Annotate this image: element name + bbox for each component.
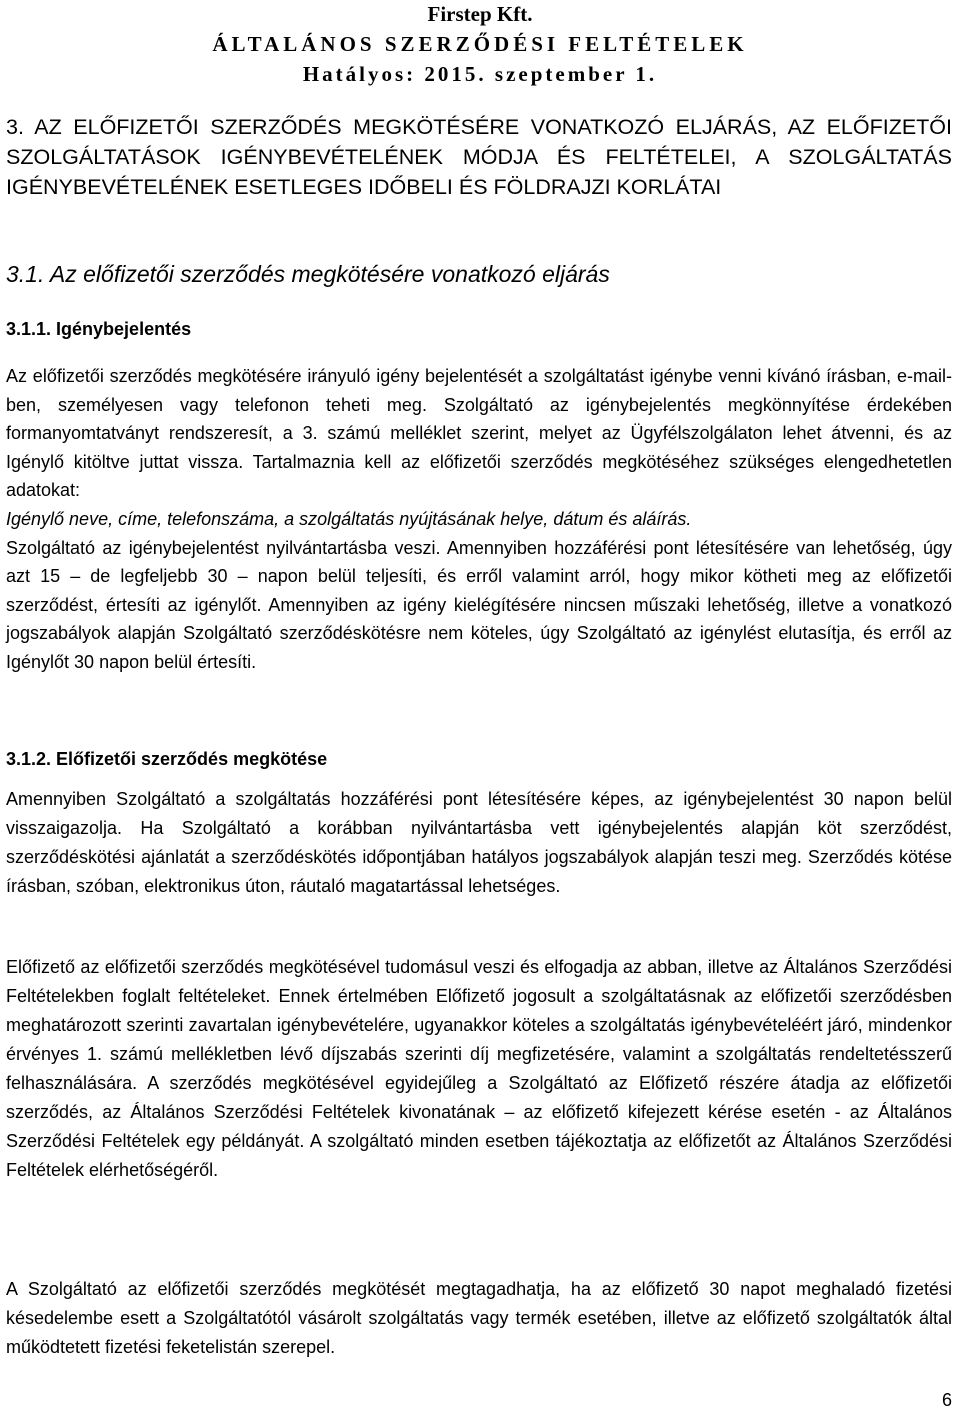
subsection-heading-igenybejelentes: 3.1.1. Igénybejelentés (6, 319, 192, 339)
igenybejelentes-text-a: Az előfizetői szerződés megkötésére irányuló igény bejelentését a szolgáltatást igénybe venni kívánó írásban, e-mail-ben, személyesen vagy telefonon teheti meg. Szolgáltató az igénybejelentés megkönnyítése érdekében formanyomtatványt rendszeresít, a 3. számú melléklet szerint, melyet az Ügyfélszolgálaton lehet átvenni, és az Igénylő kitöltve juttat vissza. Tartalmaznia kell az előfizetői szerződés megkötéséhez szükséges elengedhetetlen adatokat: (6, 366, 952, 501)
szerzodes-paragraph-2: Előfizető az előfizetői szerződés megkötésével tudomásul veszi és elfogadja az abban, illetve az Általános Szerződési Feltételekben foglalt feltételeket. Ennek értelmében Előfizető jogosult a szolgáltatásnak az előfizetői szerződésben meghatározott szerinti zavartalan igénybevételére, ugyanakkor köteles a szolgáltatás igénybevételéért járó, mindenkor érvényes 1. számú mellékletben lévő díjszabás szerinti díj megfizetésére, valamint a szolgáltatás rendeltetésszerű felhasználására. A szerződés megkötésével egyidejűleg a Szolgáltató az Előfizető részére átadja az előfizetői szerződés, az Általános Szerződési Feltételek kivonatának – az előfizető kifejezett kérése esetén - az Általános Szerződési Feltételek egy példányát. A szolgáltató minden esetben tájékoztatja az előfizetőt az Általános Szerződési Feltételek elérhetőségéről. (6, 957, 952, 1180)
effective-date: Hatályos: 2015. szeptember 1. (302, 62, 658, 86)
igenybejelentes-paragraph (6, 362, 952, 677)
chapter-heading: 3. AZ ELŐFIZETŐI SZERZŐDÉS MEGKÖTÉSÉRE VONATKOZÓ ELJÁRÁS, AZ ELŐFIZETŐI SZOLGÁLTATÁSOK IGÉNYBEVÉTELÉNEK MÓDJA ÉS FELTÉTELEI, A SZOLGÁLTATÁS IGÉNYBEVÉTELÉNEK ESETLEGES IDŐBELI ÉS FÖLDRAJZI KORLÁTAI (6, 115, 952, 199)
igenybejelentes-required-data: Igénylő neve, címe, telefonszáma, a szolgáltatás nyújtásának helye, dátum és aláírás. (6, 508, 692, 529)
szerzodes-paragraph-1: Amennyiben Szolgáltató a szolgáltatás hozzáférési pont létesítésére képes, az igénybejelentést 30 napon belül visszaigazolja. Ha Szolgáltató a korábban nyilvántartásba vett igénybejelentés alapján köt szerződést, szerződéskötési ajánlatát a szerződéskötés időpontjában hatályos jogszabályok alapján teszi meg. Szerződés kötése írásban, szóban, elektronikus úton, ráutaló magatartással lehetséges. (6, 789, 952, 896)
szerzodes-paragraph-3: A Szolgáltató az előfizetői szerződés megkötését megtagadhatja, ha az előfizető 30 napot meghaladó fizetési késedelembe esett a Szolgáltatótól vásárolt szolgáltatás vagy termék esetében, illetve az előfizető szolgáltatók által működtetett fizetési feketelistán szerepel. (6, 1279, 952, 1357)
document-title: ÁLTALÁNOS SZERZŐDÉSI FELTÉTELEK (212, 32, 748, 56)
igenybejelentes-text-b: Szolgáltató az igénybejelentést nyilvántartásba veszi. Amennyiben hozzáférési pont létesítésére van lehetőség, úgy azt 15 – de legfeljebb 30 – napon belül teljesíti, és erről valamint arról, hogy mikor kötheti meg az előfizetői szerződést, értesíti az igénylőt. Amennyiben az igény kielégítésére nincsen műszaki lehetőség, illetve a vonatkozó jogszabályok alapján Szolgáltató szerződéskötésre nem köteles, úgy Szolgáltató az igénylést elutasítja, és erről az Igénylőt 30 napon belül értesíti. (6, 537, 952, 672)
section-heading: 3.1. Az előfizetői szerződés megkötésére vonatkozó eljárás (6, 261, 610, 287)
company-name: Firstep Kft. (427, 2, 533, 26)
page-number: 6 (941, 1390, 952, 1410)
subsection-heading-szerzodes-megkotese: 3.1.2. Előfizetői szerződés megkötése (6, 749, 328, 769)
